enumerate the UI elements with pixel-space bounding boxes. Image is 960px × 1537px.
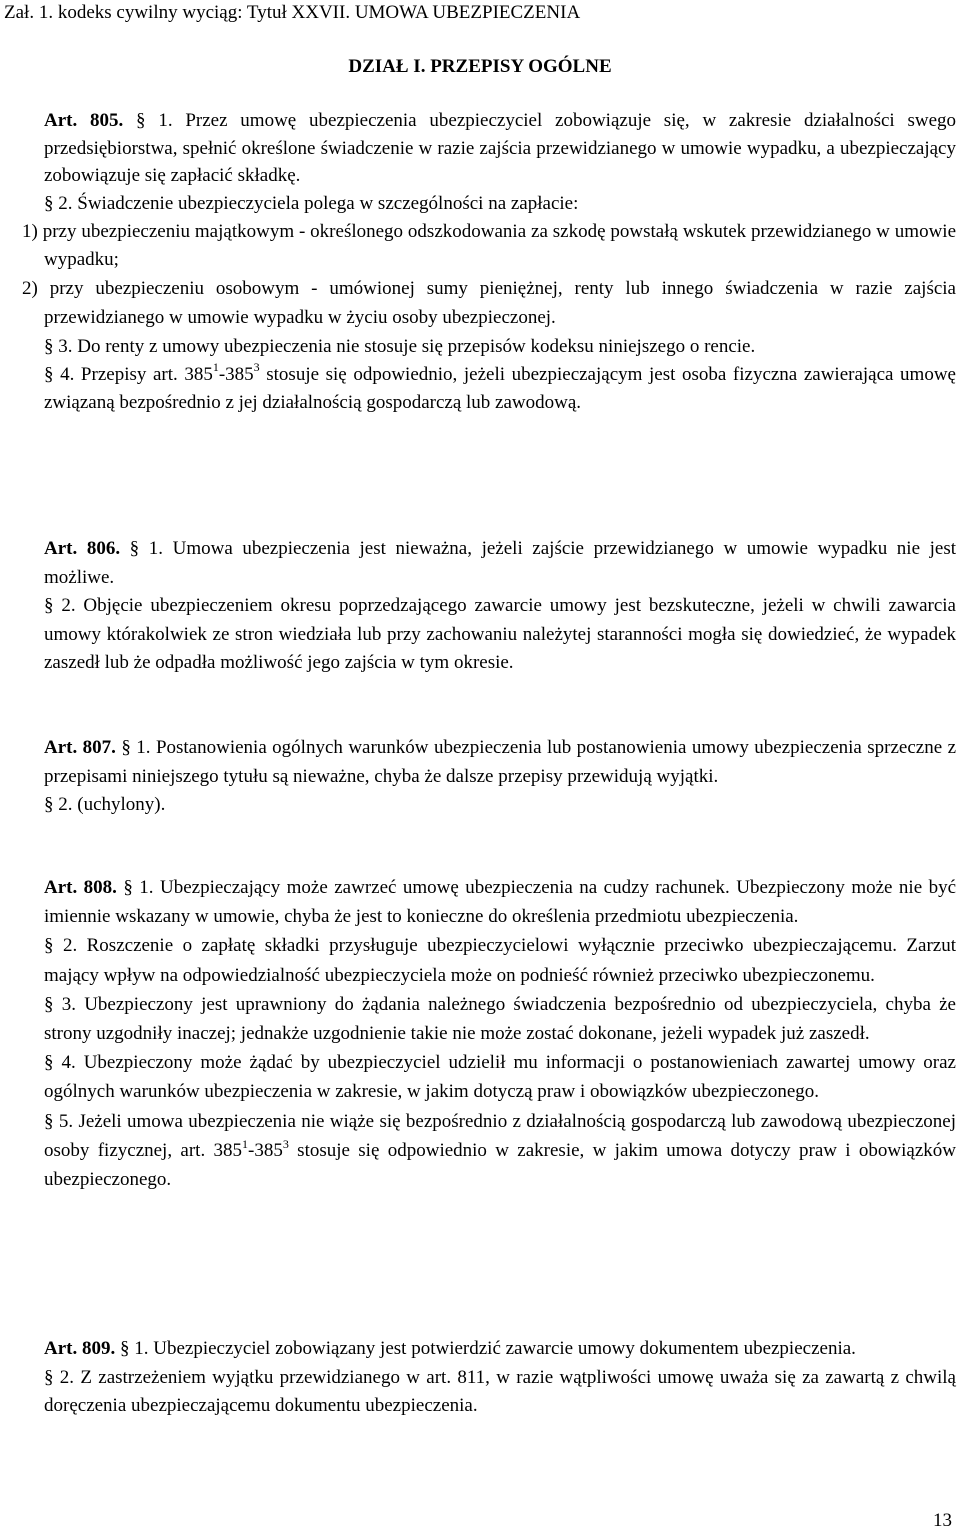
art807-par1-text: § 1. Postanowienia ogólnych warunków ubezpieczenia lub postanowienia umowy ubezpieczenia sprzeczne z przepisami niniejszego tytułu są nieważne, chyba że dalsze przepisy przewidują wyjątki. (44, 737, 957, 787)
art805-par4-sup2: 3 (253, 360, 260, 375)
article-809 (4, 1335, 956, 1421)
art808-par5 (4, 1107, 956, 1195)
art809-par2: § 2. Z zastrzeżeniem wyjątku przewidzianego w art. 811, w razie wątpliwości umowę uważa się za zawartą z chwilą doręczenia ubezpieczającemu dokumentu ubezpieczenia. (44, 1366, 956, 1417)
art805-item1: 1) przy ubezpieczeniu majątkowym - określonego odszkodowania za szkodę powstałą wskutek przewidzianego w umowie wypadku; (22, 220, 956, 270)
art806-par2: § 2. Objęcie ubezpieczeniem okresu poprzedzającego zawarcie umowy jest bezskuteczne, jeżeli w chwili zawarcia umowy którakolwiek ze stron wiedziała lub przy zachowaniu należytej staranności mogła się dowiedzieć, że wypadek zaszedł lub że odpadła możliwość jego zajścia w tym okresie. (44, 595, 956, 674)
article-807 (4, 734, 956, 820)
article-808 (4, 873, 956, 1194)
art805-label: Art. 805. (44, 110, 124, 131)
art809-par1-text: § 1. Ubezpieczyciel zobowiązany jest potwierdzić zawarcie umowy dokumentem ubezpieczenia. (119, 1338, 856, 1359)
art807-label: Art. 807. (44, 737, 116, 758)
art805-item2: 2) przy ubezpieczeniu osobowym - umówionej sumy pieniężnej, renty lub innego świadczenia w razie zajścia przewidzianego w umowie wypadku w życiu osoby ubezpieczonej. (22, 277, 956, 328)
art805-par4-a: § 4. Przepisy art. 385 (44, 363, 213, 385)
article-805 (4, 107, 956, 418)
art805-par4-b: -385 (218, 363, 254, 385)
art806-par1 (4, 535, 956, 592)
art806-par1-text: § 1. Umowa ubezpieczenia jest nieważna, jeżeli zajście przewidzianego w umowie wypadku nie jest możliwe. (44, 538, 956, 588)
art808-par2: § 2. Roszczenie o zapłatę składki przysługuje ubezpieczycielowi wyłącznie przeciwko ubezpieczającemu. Zarzut mający wpływ na odpowiedzialność ubezpieczyciela może on podnieść również przeciwko ubezpieczonemu. (44, 935, 956, 986)
art809-par1 (4, 1335, 956, 1364)
art805-par1-text: § 1. Przez umowę ubezpieczenia ubezpieczyciel zobowiązuje się, w zakresie działalności swego przedsiębiorstwa, spełnić określone świadczenie w razie zajścia przewidzianego w umowie wypadku, a ubezpieczający zobowiązuje się zapłacić składkę. (44, 110, 957, 186)
art808-par5-b: -385 (248, 1139, 283, 1161)
art808-par5-a: § 5. Jeżeli umowa ubezpieczenia nie wiąże się bezpośrednio z działalnością gospodarczą lub zawodową ubezpieczonej osoby fizycznej, art. 385 (44, 1110, 956, 1161)
art807-par1 (4, 734, 956, 791)
art806-label: Art. 806. (44, 538, 121, 559)
art807-par2: § 2. (uchylony). (44, 794, 166, 816)
art805-par4-sup1: 1 (212, 360, 219, 375)
art808-par1-text: § 1. Ubezpieczający może zawrzeć umowę ubezpieczenia na cudzy rachunek. Ubezpieczony może nie być imiennie wskazany w umowie, chyba że jest to konieczne do określenia przedmiotu ubezpieczenia. (44, 877, 956, 928)
article-806 (4, 535, 956, 678)
art808-par1 (4, 873, 956, 931)
art805-par4 (4, 361, 956, 418)
page-number: 13 (933, 1510, 952, 1531)
art808-par5-c: stosuje się odpowiednio w zakresie, w jakim umowa dotyczy praw i obowiązków ubezpieczonego. (44, 1139, 956, 1191)
art808-par4: § 4. Ubezpieczony może żądać by ubezpieczyciel udzielił mu informacji o postanowieniach zawartej umowy oraz ogólnych warunków ubezpieczenia w zakresie, w jakim dotyczą praw i obowiązków ubezpieczonego. (44, 1052, 956, 1103)
art809-label: Art. 809. (44, 1338, 116, 1359)
section-title: DZIAŁ I. PRZEPISY OGÓLNE (348, 56, 612, 77)
art808-par3: § 3. Ubezpieczony jest uprawniony do żądania należnego świadczenia bezpośrednio od ubezpieczyciela, chyba że strony uzgodniły inaczej; jednakże uzgodnienie takie nie może zostać dokonane, jeżeli wypadek już zaszedł. (44, 993, 956, 1045)
art808-par5-sup2: 3 (282, 1136, 289, 1151)
art805-par1 (4, 107, 956, 190)
art808-par5-sup1: 1 (242, 1136, 249, 1151)
art805-par3: § 3. Do renty z umowy ubezpieczenia nie stosuje się przepisów kodeksu niniejszego o rencie. (44, 335, 756, 357)
art805-par4-c: stosuje się odpowiednio, jeżeli ubezpieczającym jest osoba fizyczna zawierająca umowę związaną bezpośrednio z jej działalnością gospodarczą lub zawodową. (44, 363, 956, 413)
art805-par2: § 2. Świadczenie ubezpieczyciela polega w szczególności na zapłacie: (44, 192, 579, 214)
art808-label: Art. 808. (44, 877, 117, 898)
document-source-line: Zał. 1. kodeks cywilny wyciąg: Tytuł XXVII. UMOWA UBEZPIECZENIA (4, 2, 581, 23)
